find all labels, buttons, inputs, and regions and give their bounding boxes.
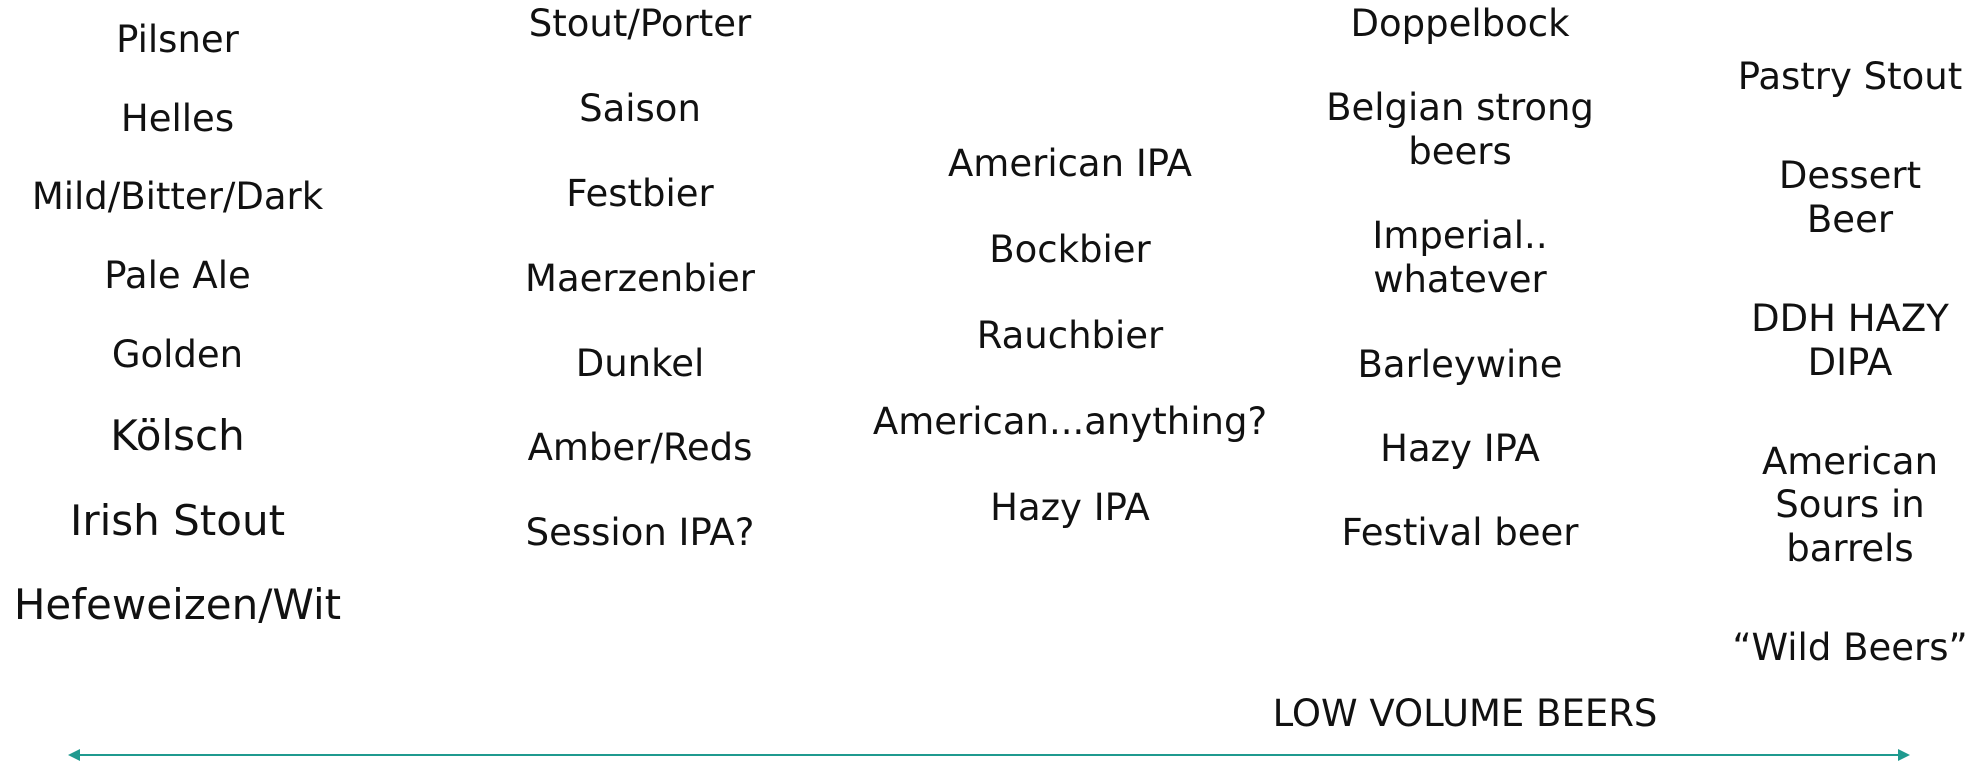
beer-style-label: Festbier (566, 171, 714, 215)
beer-style-label: Irish Stout (69, 495, 286, 545)
beer-style-label: Maerzenbier (525, 256, 755, 300)
beer-column-1 (0, 0, 355, 700)
beer-style-label: Amber/Reds (527, 426, 753, 470)
beer-style-label: Stout/Porter (528, 2, 752, 45)
beer-style-label: Rauchbier (976, 314, 1164, 358)
beer-style-label: Dunkel (575, 341, 705, 385)
beer-column-5 (1710, 0, 1979, 700)
beer-style-label: Golden (111, 332, 244, 376)
beer-style-label: Festival beer (1341, 511, 1579, 555)
beer-style-label: Kölsch (110, 411, 245, 461)
beer-style-label: Dessert Beer (1778, 154, 1922, 241)
beer-style-label: Pale Ale (104, 253, 251, 297)
beer-column-3 (860, 0, 1280, 700)
low-volume-beers-label: LOW VOLUME BEERS (1272, 692, 1658, 735)
beer-style-label: Pastry Stout (1737, 55, 1963, 98)
beer-style-label: American...anything? (872, 400, 1268, 444)
beer-style-label: Imperial.. whatever (1372, 214, 1548, 302)
beer-style-label: Barleywine (1357, 342, 1563, 386)
beer-style-label: Pilsner (116, 18, 239, 61)
beer-style-label: Helles (120, 96, 235, 140)
beer-style-label: Hazy IPA (1380, 426, 1540, 470)
right-arrowhead-icon (1898, 749, 1910, 761)
beer-column-4 (1290, 0, 1630, 700)
beer-style-label: DDH HAZY DIPA (1751, 297, 1949, 384)
beer-style-label: Doppelbock (1350, 2, 1570, 45)
left-arrowhead-icon (68, 749, 80, 761)
beer-style-label: Session IPA? (525, 511, 755, 555)
double-arrow-axis (68, 748, 1910, 762)
beer-style-label: Hazy IPA (990, 486, 1150, 530)
beer-style-label: Saison (579, 86, 701, 130)
beer-column-2 (470, 0, 810, 700)
beer-style-label: Hefeweizen/Wit (13, 580, 342, 630)
beer-style-label: Mild/Bitter/Dark (31, 175, 324, 219)
beer-style-label: Bockbier (989, 228, 1151, 272)
beer-style-label: American IPA (947, 142, 1192, 185)
beer-style-label: Belgian strong beers (1326, 86, 1594, 174)
beer-style-label: American Sours in barrels (1761, 439, 1939, 571)
beer-style-label: “Wild Beers” (1732, 626, 1968, 670)
